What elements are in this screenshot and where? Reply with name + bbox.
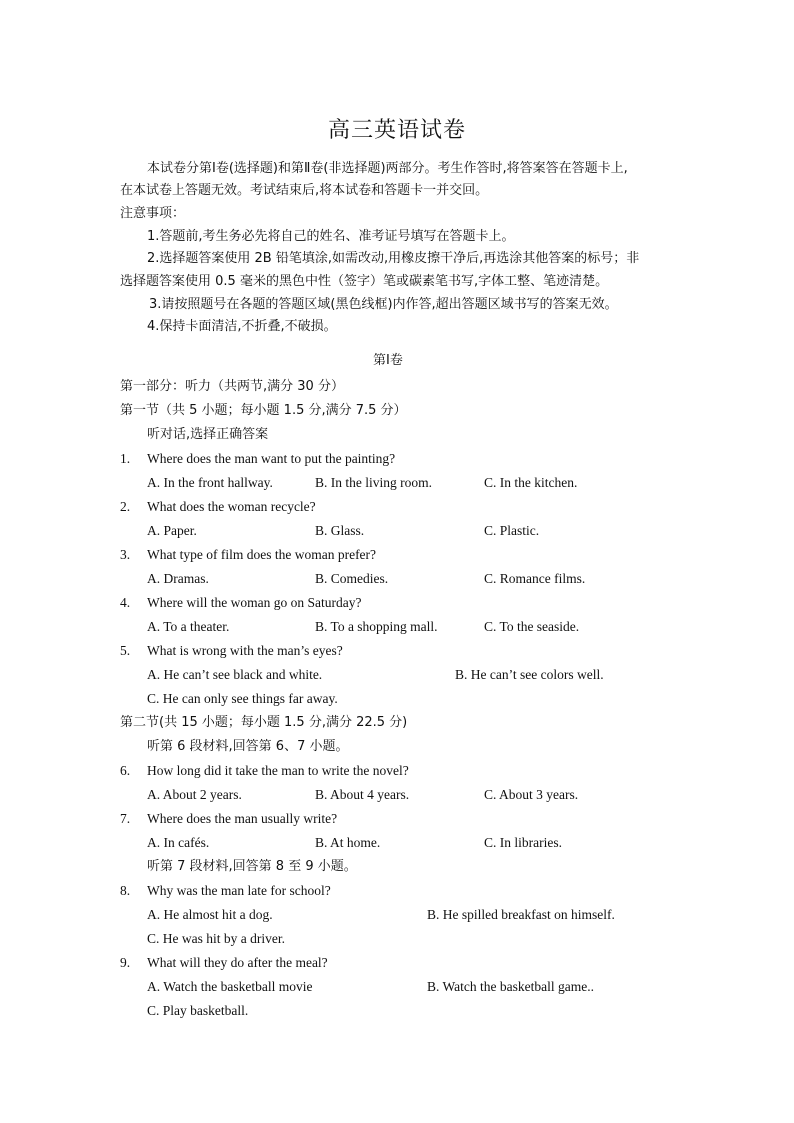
option-a: A. He can’t see black and white. [147, 667, 323, 682]
section-heading: 第二节(共 15 小题；每小题 1.5 分,满分 22.5 分) [120, 715, 408, 730]
section-instruction: 听对话,选择正确答案 [147, 427, 269, 442]
question-text: What is wrong with the man’s eyes? [147, 643, 343, 658]
question-text: Where does the man usually write? [147, 811, 338, 826]
option-b: B. Glass. [315, 523, 365, 538]
option-c: C. He was hit by a driver. [147, 931, 285, 946]
part-heading: 第一部分：听力（共两节,满分 30 分） [120, 379, 344, 394]
option-a: A. Dramas. [147, 571, 209, 586]
material-instruction: 听第 6 段材料,回答第 6、7 小题。 [147, 739, 349, 754]
option-a: A. Watch the basketball movie [147, 979, 313, 994]
page-title: 高三英语试卷 [327, 118, 466, 143]
question-text: What will they do after the meal? [147, 955, 328, 970]
option-c: C. In the kitchen. [484, 475, 578, 490]
question-text: Where will the woman go on Saturday? [147, 595, 362, 610]
option-a: A. Paper. [147, 523, 197, 538]
question-text: Why was the man late for school? [147, 883, 331, 898]
notice-item-4: 4.保持卡面清洁,不折叠,不破损。 [147, 319, 337, 334]
question-number: 6. [120, 763, 131, 778]
question-text: How long did it take the man to write the novel? [147, 763, 409, 778]
notice-item-3: 3.请按照题号在各题的答题区域(黑色线框)内作答,超出答题区域书写的答案无效。 [149, 297, 618, 312]
question-number: 3. [120, 547, 131, 562]
option-b: B. About 4 years. [315, 787, 410, 802]
question-number: 9. [120, 955, 131, 970]
question-number: 2. [120, 499, 131, 514]
option-b: B. He spilled breakfast on himself. [427, 907, 615, 922]
intro-line-1: 本试卷分第Ⅰ卷(选择题)和第Ⅱ卷(非选择题)两部分。考生作答时,将答案答在答题卡上, [147, 161, 628, 176]
option-c: C. To the seaside. [484, 619, 580, 634]
notice-item-1: 1.答题前,考生务必先将自己的姓名、准考证号填写在答题卡上。 [147, 229, 515, 244]
notice-heading: 注意事项： [120, 206, 186, 221]
section-heading: 第一节（共 5 小题；每小题 1.5 分,满分 7.5 分） [120, 403, 407, 418]
intro-line-2: 在本试卷上答题无效。考试结束后,将本试卷和答题卡一并交回。 [120, 183, 489, 198]
question-text: What type of film does the woman prefer? [147, 547, 377, 562]
option-a: A. About 2 years. [147, 787, 242, 802]
question-number: 4. [120, 595, 131, 610]
option-b: B. At home. [315, 835, 381, 850]
question-text: Where does the man want to put the painting? [147, 451, 396, 466]
option-b: B. To a shopping mall. [315, 619, 438, 634]
option-b: B. Watch the basketball game.. [427, 979, 594, 994]
option-c: C. He can only see things far away. [147, 691, 338, 706]
question-number: 1. [120, 451, 131, 466]
option-c: C. Romance films. [484, 571, 586, 586]
question-number: 7. [120, 811, 131, 826]
material-instruction: 听第 7 段材料,回答第 8 至 9 小题。 [147, 859, 357, 874]
option-c: C. Plastic. [484, 523, 540, 538]
option-a: A. To a theater. [147, 619, 230, 634]
notice-item-2: 2.选择题答案使用 2B 铅笔填涂,如需改动,用橡皮擦干净后,再选涂其他答案的标号；非 [147, 251, 640, 266]
option-a: A. He almost hit a dog. [147, 907, 273, 922]
option-b: B. Comedies. [315, 571, 389, 586]
option-c: C. In libraries. [484, 835, 562, 850]
option-b: B. In the living room. [315, 475, 432, 490]
option-a: A. In cafés. [147, 835, 210, 850]
option-a: A. In the front hallway. [147, 475, 273, 490]
question-number: 8. [120, 883, 131, 898]
notice-item-2-cont: 选择题答案使用 0.5 毫米的黑色中性（签字）笔或碳素笔书写,字体工整、笔迹清楚。 [120, 274, 609, 289]
option-c: C. About 3 years. [484, 787, 579, 802]
volume-heading: 第Ⅰ卷 [373, 353, 403, 368]
question-number: 5. [120, 643, 131, 658]
question-text: What does the woman recycle? [147, 499, 316, 514]
option-b: B. He can’t see colors well. [455, 667, 604, 682]
option-c: C. Play basketball. [147, 1003, 249, 1018]
